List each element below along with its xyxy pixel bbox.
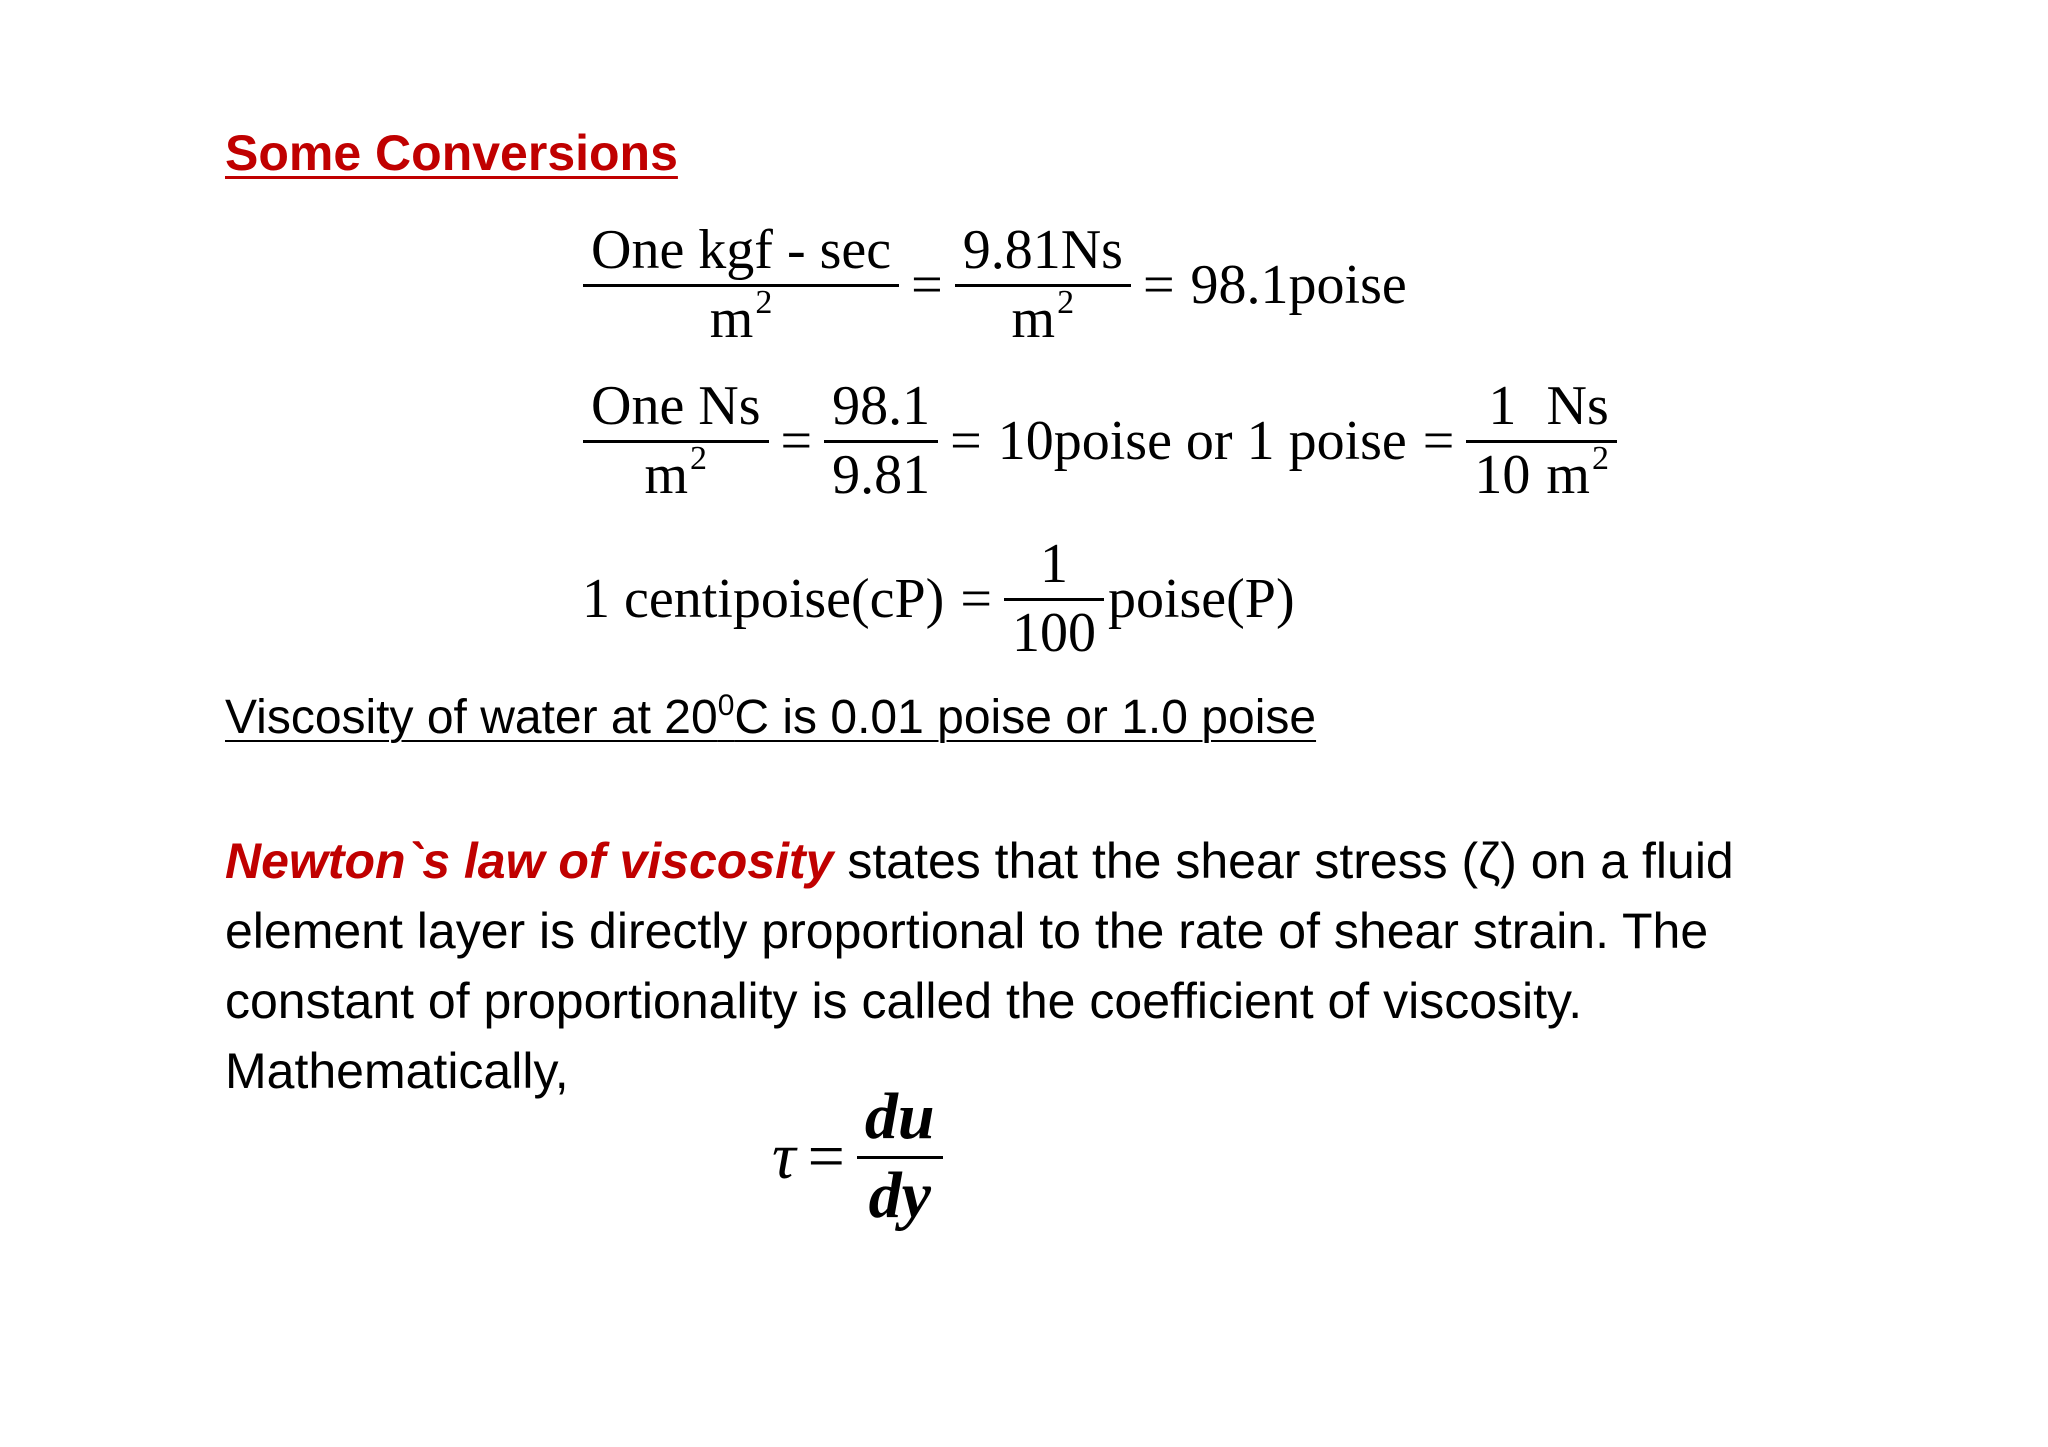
- lhs-text: 1 centipoise(cP): [582, 567, 945, 630]
- fraction-98-1-over-9-81: [824, 375, 938, 506]
- result-value: 98.1poise: [1190, 253, 1407, 316]
- numerator: 9.81Ns: [962, 219, 1123, 281]
- note-before: Viscosity of water at 20: [225, 691, 718, 744]
- note-after: C is 0.01 poise or 1.0 poise: [734, 691, 1317, 744]
- exponent: 2: [690, 440, 708, 477]
- equals-sign: =: [780, 409, 813, 472]
- exponent: 2: [1591, 440, 1609, 477]
- newton-law-paragraph: [225, 826, 1865, 1106]
- numerator: Ns: [1546, 375, 1609, 437]
- fraction-kgf-sec-per-m2: [583, 219, 899, 350]
- degree-superscript: 0: [717, 689, 735, 722]
- denominator: $m^2$: [1538, 440, 1617, 503]
- fraction-one-over-ten: [1466, 375, 1538, 506]
- paragraph-line-1: [225, 826, 1865, 896]
- paragraph-line-2: element layer is directly proportional to the rate of shear strain. The: [225, 903, 1709, 959]
- equals-sign: =: [950, 409, 982, 472]
- equation-centipoise: [578, 533, 1299, 664]
- denominator: dy: [857, 1156, 943, 1229]
- exponent: 2: [1057, 284, 1075, 321]
- rhs-text: poise(P): [1107, 567, 1295, 630]
- fraction-ns-per-m2: [955, 219, 1131, 350]
- result-text: 10poise or 1 poise: [997, 409, 1407, 472]
- paragraph-line-4: Mathematically,: [225, 1043, 569, 1099]
- denominator: 10: [1466, 440, 1538, 503]
- equals-sign: =: [911, 253, 943, 316]
- water-viscosity-note: [225, 690, 1316, 745]
- fraction-ns-per-m2: [1538, 375, 1617, 506]
- paragraph-line-3: constant of proportionality is called the coefficient of viscosity.: [225, 973, 1583, 1029]
- numerator: 1: [1488, 375, 1517, 437]
- exponent: 2: [755, 284, 773, 321]
- denominator: $m^2$: [955, 284, 1131, 347]
- equation-shear-stress: [772, 1080, 943, 1232]
- numerator: 1: [1039, 533, 1068, 595]
- equals-sign: =: [1422, 409, 1455, 472]
- equals-sign: =: [960, 567, 992, 630]
- equals-sign: =: [1142, 253, 1175, 316]
- denominator: 9.81: [824, 440, 938, 503]
- denominator: 100: [1004, 598, 1104, 661]
- numerator: 98.1: [832, 375, 931, 437]
- denominator: $m^2$: [583, 440, 769, 503]
- section-title: Some Conversions: [225, 125, 678, 181]
- numerator: One Ns: [591, 375, 761, 437]
- fraction-one-ns-per-m2: [583, 375, 769, 506]
- tau-symbol: τ: [772, 1119, 796, 1193]
- equation-kgf-conversion: [583, 219, 1411, 350]
- denominator: $m^2$: [583, 284, 899, 347]
- fraction-one-over-hundred: [1004, 533, 1104, 664]
- newton-law-term: Newton`s law of viscosity: [225, 833, 834, 889]
- equals-sign: =: [807, 1119, 845, 1193]
- numerator: du: [864, 1080, 935, 1153]
- fraction-du-dy: [857, 1080, 943, 1232]
- numerator: One kgf - sec: [591, 219, 892, 281]
- line-1-rest: states that the shear stress (ζ) on a fluid: [833, 833, 1734, 889]
- equation-ns-conversion: [583, 375, 1617, 506]
